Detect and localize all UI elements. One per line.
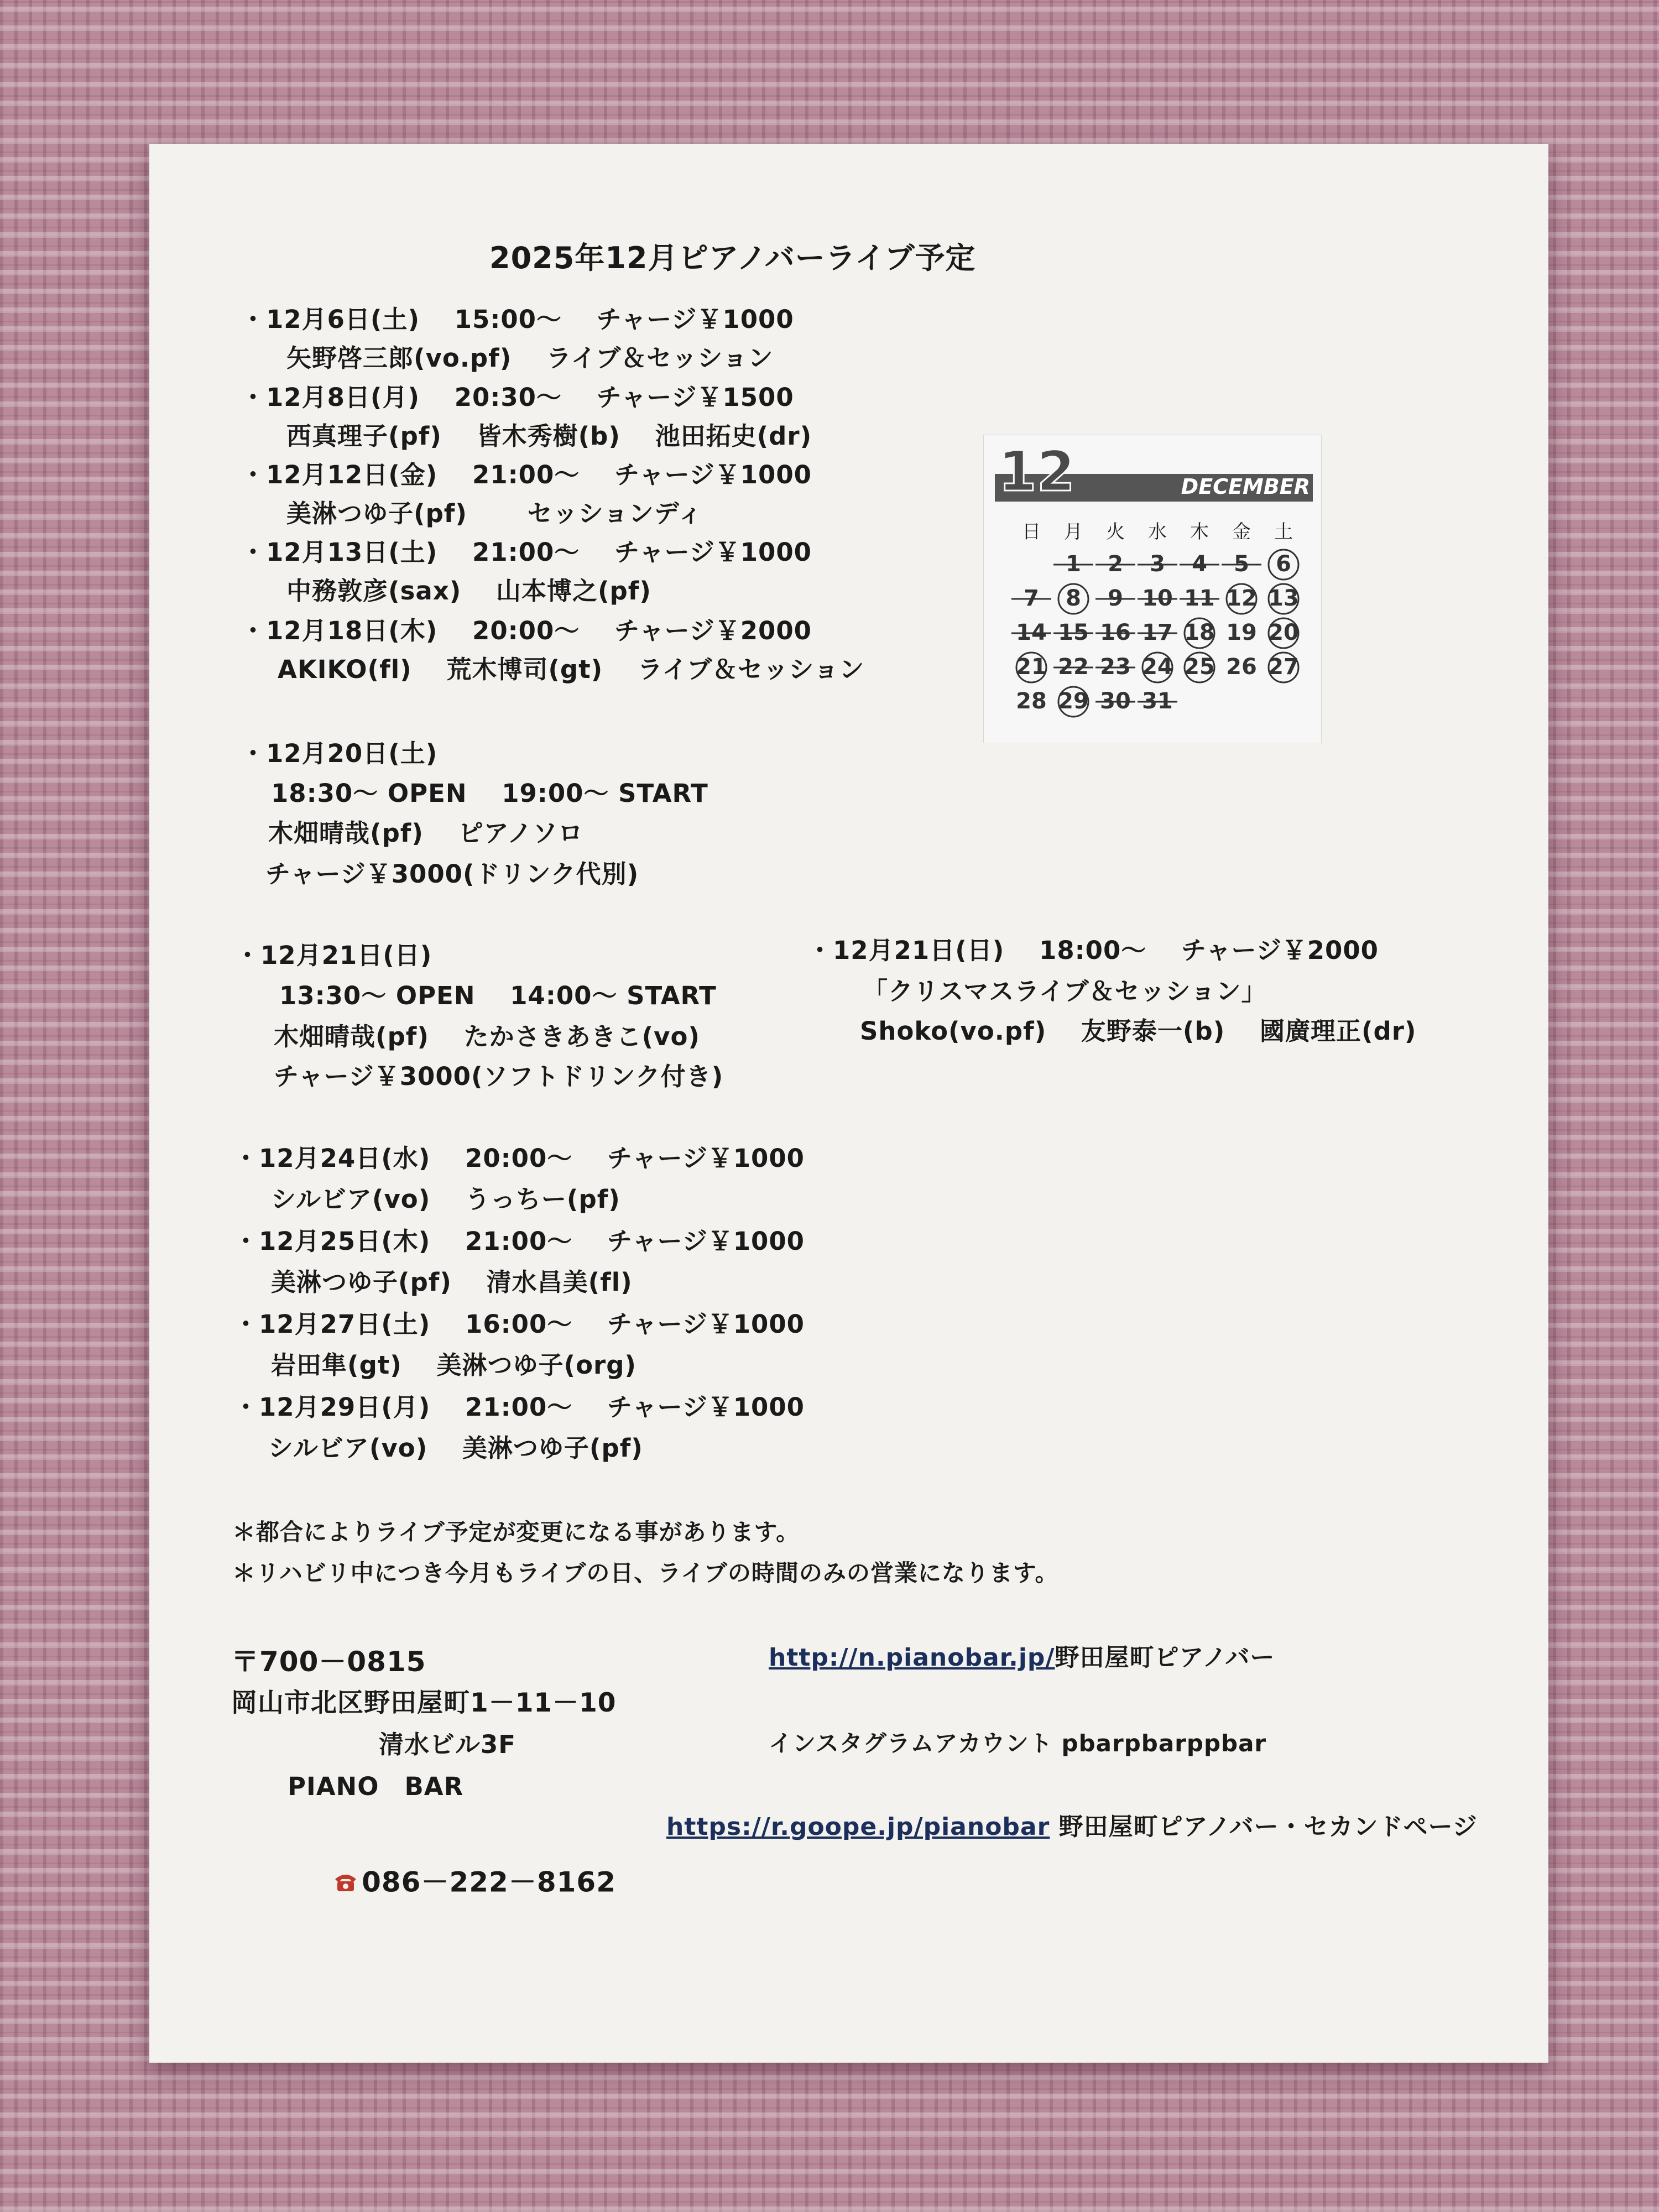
schedule-line: ・12月29日(月) 21:00～ チャージ￥1000	[233, 1392, 805, 1422]
calendar-day: 16	[1100, 620, 1131, 645]
calendar-month-number: 12	[998, 439, 1076, 504]
calendar-day: 30	[1100, 688, 1131, 714]
schedule-line: ・12月18日(木) 20:00～ チャージ￥2000	[241, 616, 812, 645]
calendar-graphic	[984, 435, 1321, 743]
schedule-line: 木畑晴哉(pf) たかさきあきこ(vo)	[274, 1022, 700, 1051]
calendar-day: 25	[1184, 654, 1215, 680]
event-right-line: ・12月21日(日) 18:00～ チャージ￥2000	[807, 936, 1379, 965]
website-line	[769, 1646, 1275, 1670]
schedule-line: 西真理子(pf) 皆木秀樹(b) 池田拓史(dr)	[286, 421, 812, 451]
calendar-weekday: 木	[1190, 521, 1209, 543]
schedule-line: ・12月25日(木) 21:00～ チャージ￥1000	[233, 1227, 805, 1256]
calendar-day: 19	[1226, 620, 1257, 645]
calendar-day: 6	[1276, 551, 1291, 577]
calendar-day: 1	[1066, 551, 1081, 577]
second-page-line	[666, 1815, 1478, 1839]
calendar-day: 17	[1142, 620, 1173, 645]
calendar-day: 26	[1226, 654, 1257, 680]
schedule-line: ・12月20日(土)	[241, 739, 438, 768]
address-line: 岡山市北区野田屋町1－11－10	[231, 1688, 617, 1718]
schedule-line: 18:30～ OPEN 19:00～ START	[271, 779, 708, 808]
calendar-day: 2	[1108, 551, 1123, 577]
schedule-line: ・12月21日(日)	[235, 941, 432, 970]
page-title: 2025年12月ピアノバーライブ予定	[489, 241, 976, 275]
calendar-weekday: 月	[1064, 521, 1083, 543]
building-name: 清水ビル3F	[379, 1730, 517, 1759]
postal-code: 〒700－0815	[231, 1646, 426, 1678]
event-right-line: Shoko(vo.pf) 友野泰一(b) 國廣理正(dr)	[860, 1016, 1417, 1046]
schedule-line: ・12月24日(水) 20:00～ チャージ￥1000	[233, 1144, 805, 1173]
calendar-day: 15	[1058, 620, 1089, 645]
month-calendar	[983, 435, 1322, 743]
calendar-weekday: 土	[1274, 521, 1293, 543]
calendar-day: 3	[1150, 551, 1165, 577]
schedule-line: ・12月13日(土) 21:00～ チャージ￥1000	[241, 538, 812, 567]
calendar-day: 22	[1058, 654, 1089, 680]
calendar-day: 18	[1184, 620, 1215, 645]
calendar-day: 29	[1058, 688, 1089, 714]
phone-line	[231, 1815, 616, 1953]
instagram-account: インスタグラムアカウント pbarpbarppbar	[769, 1730, 1267, 1757]
calendar-day: 14	[1016, 620, 1047, 645]
calendar-day: 20	[1268, 620, 1299, 645]
phone-icon	[272, 1843, 358, 1926]
second-page-link[interactable]: https://r.goope.jp/pianobar	[666, 1813, 1050, 1841]
calendar-weekday: 火	[1106, 521, 1125, 543]
calendar-day: 23	[1100, 654, 1131, 680]
calendar-day: 28	[1016, 688, 1047, 714]
calendar-day: 4	[1192, 551, 1207, 577]
schedule-line: ・12月8日(月) 20:30～ チャージ￥1500	[241, 383, 794, 412]
schedule-line: チャージ￥3000(ソフトドリンク付き)	[274, 1062, 724, 1091]
calendar-day: 7	[1024, 586, 1039, 611]
schedule-line: 美淋つゆ子(pf) セッションディ	[286, 499, 703, 528]
calendar-day: 27	[1268, 654, 1299, 680]
schedule-line: チャージ￥3000(ドリンク代別)	[265, 859, 639, 889]
calendar-day: 8	[1066, 586, 1081, 611]
event-right-line: 「クリスマスライブ＆セッション」	[863, 977, 1267, 1006]
schedule-line: 矢野啓三郎(vo.pf) ライブ＆セッション	[286, 343, 774, 373]
calendar-day: 9	[1108, 586, 1123, 611]
website-link[interactable]: http://n.pianobar.jp/	[769, 1644, 1055, 1672]
calendar-weekday: 水	[1148, 521, 1167, 543]
calendar-day: 11	[1184, 586, 1215, 611]
note: ＊都合によりライブ予定が変更になる事があります。	[232, 1519, 800, 1546]
calendar-day: 13	[1268, 586, 1299, 611]
schedule-line: AKIKO(fl) 荒木博司(gt) ライブ＆セッション	[278, 655, 865, 684]
calendar-day: 21	[1016, 654, 1047, 680]
schedule-line: ・12月12日(金) 21:00～ チャージ￥1000	[241, 460, 812, 489]
schedule-line: シルビア(vo) 美淋つゆ子(pf)	[268, 1433, 643, 1463]
note: ＊リハビリ中につき今月もライブの日、ライブの時間のみの営業になります。	[232, 1559, 1059, 1587]
calendar-month-name: DECEMBER	[1181, 474, 1310, 499]
calendar-day: 5	[1234, 551, 1249, 577]
schedule-line: 岩田隼(gt) 美淋つゆ子(org)	[271, 1350, 637, 1380]
calendar-day: 10	[1142, 586, 1173, 611]
second-page-label: 野田屋町ピアノバー・セカンドページ	[1050, 1813, 1478, 1841]
schedule-line: 13:30～ OPEN 14:00～ START	[279, 981, 717, 1010]
schedule-line: 中務敦彦(sax) 山本博之(pf)	[286, 576, 651, 606]
website-label: 野田屋町ピアノバー	[1055, 1644, 1275, 1672]
schedule-line: ・12月27日(土) 16:00～ チャージ￥1000	[233, 1310, 805, 1339]
schedule-line: ・12月6日(土) 15:00～ チャージ￥1000	[241, 305, 794, 334]
schedule-line: 美淋つゆ子(pf) 清水昌美(fl)	[271, 1267, 633, 1297]
calendar-weekday: 金	[1232, 521, 1251, 543]
schedule-line: シルビア(vo) うっちー(pf)	[271, 1185, 620, 1214]
bar-name: PIANO BAR	[288, 1772, 464, 1801]
calendar-day: 12	[1226, 586, 1257, 611]
calendar-day: 24	[1142, 654, 1173, 680]
calendar-weekday: 日	[1022, 521, 1041, 543]
calendar-day: 31	[1142, 688, 1173, 714]
phone-number: 086－222－8162	[362, 1866, 616, 1898]
schedule-line: 木畑晴哉(pf) ピアノソロ	[268, 818, 583, 848]
flyer-paper	[149, 144, 1548, 2063]
